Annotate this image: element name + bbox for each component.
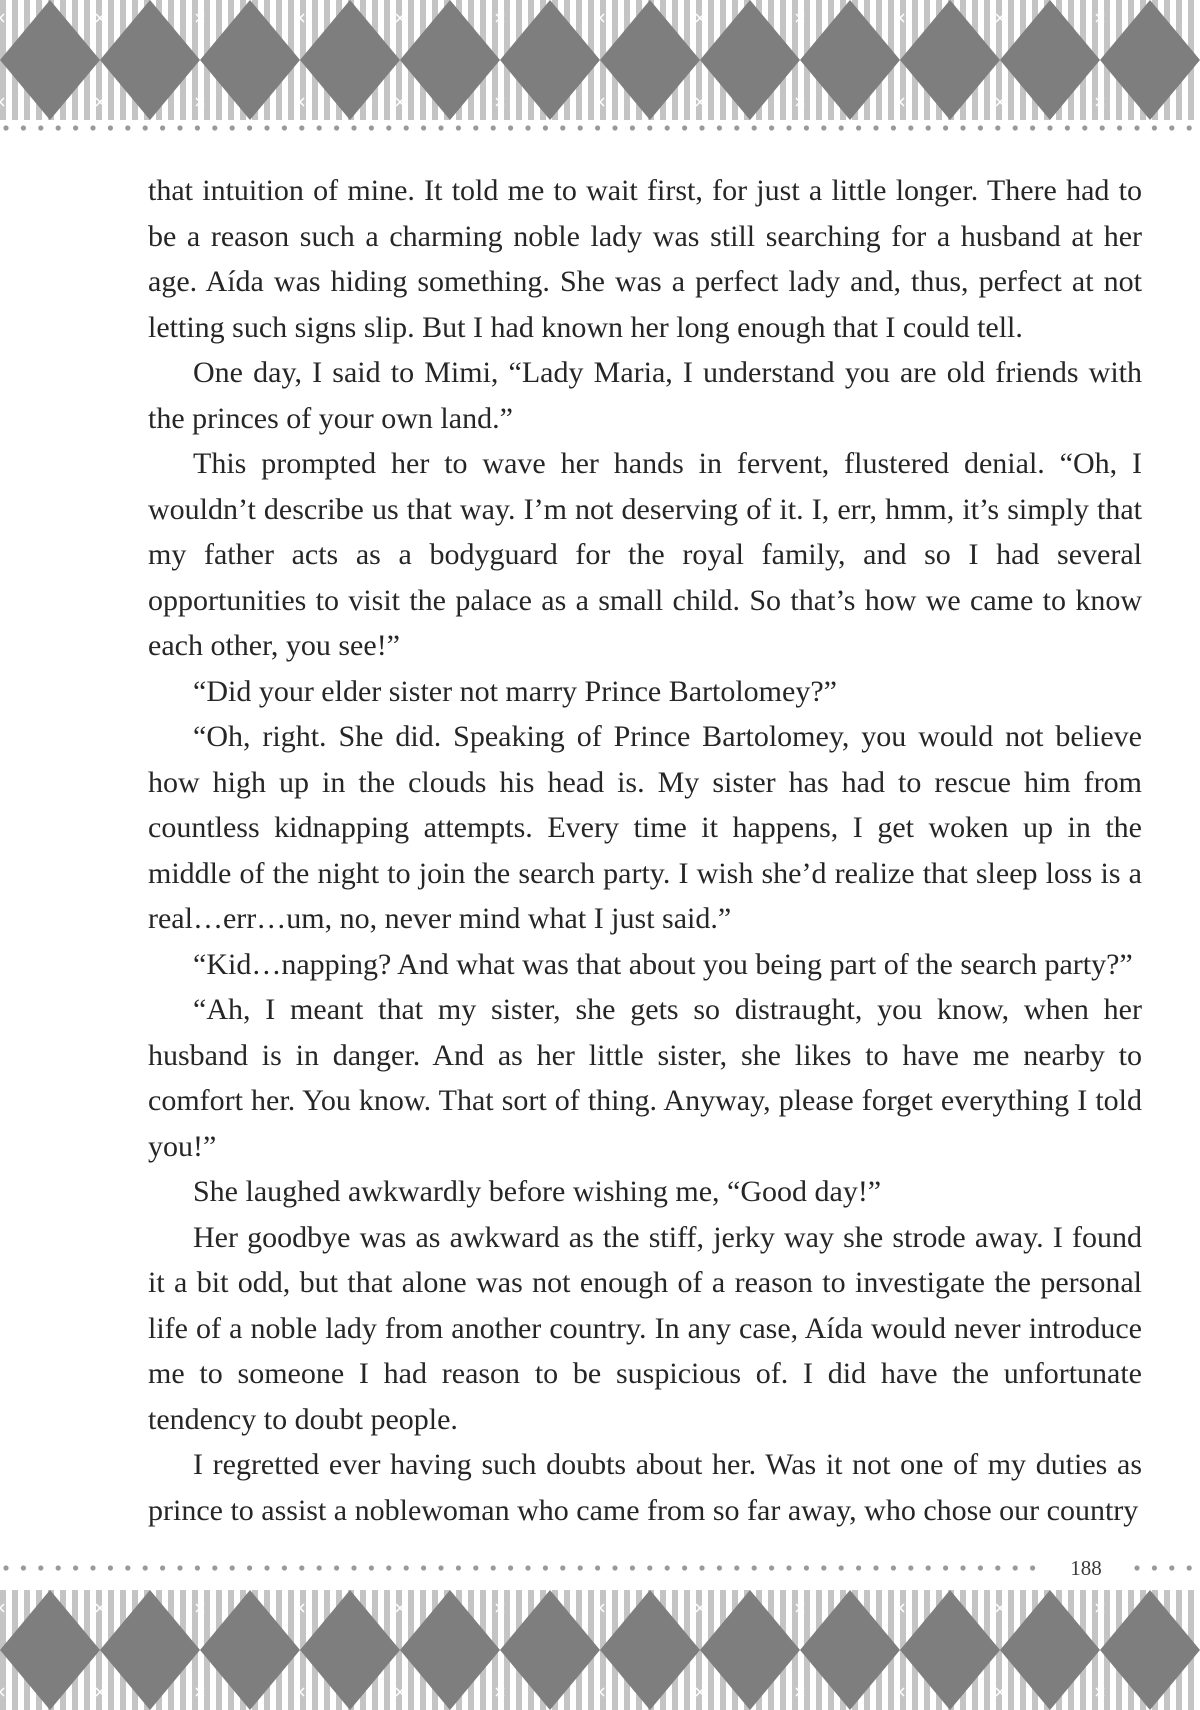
rule-dot (125, 1565, 130, 1570)
rule-dot (1152, 1565, 1157, 1570)
rule-dot (1134, 125, 1139, 130)
paragraph: I regretted ever having such doubts about her. Was it not one of my duties as prince to assist a noblewoman who came from so far away, who chose our country (148, 1448, 1142, 1527)
paragraph: “Ah, I meant that my sister, she gets so distraught, you know, when her husband is in danger. And as her little sister, she likes to have me nearby to comfort her. You know. That sort of thing. Anyway, please forget everything I told you!” (148, 993, 1142, 1163)
rule-dot (908, 1565, 913, 1570)
rule-dot (699, 1565, 704, 1570)
rule-dot (230, 1565, 235, 1570)
rule-dot (473, 125, 478, 130)
rule-dot (891, 1565, 896, 1570)
rule-dot (369, 125, 374, 130)
rule-dot (926, 125, 931, 130)
rule-dot (804, 125, 809, 130)
rule-dot (1030, 1565, 1035, 1570)
rule-dot (386, 1565, 391, 1570)
page-body-text (148, 168, 1142, 1533)
rule-dot (647, 125, 652, 130)
rule-dot (160, 125, 165, 130)
rule-dot (38, 125, 43, 130)
rule-dot (560, 1565, 565, 1570)
rule-dot (630, 1565, 635, 1570)
rule-dot (873, 1565, 878, 1570)
rule-dot (438, 125, 443, 130)
rule-dot (891, 125, 896, 130)
rule-dot (1100, 125, 1105, 130)
rule-dot (595, 125, 600, 130)
rule-dot (108, 125, 113, 130)
rule-dot (143, 1565, 148, 1570)
rule-dot (177, 125, 182, 130)
page-number: 188 (1040, 1554, 1132, 1582)
top-argyle-border (0, 0, 1200, 120)
rule-dot (508, 1565, 513, 1570)
rule-dot (317, 1565, 322, 1570)
rule-dot (995, 1565, 1000, 1570)
rule-dot (995, 125, 1000, 130)
rule-dot (630, 125, 635, 130)
rule-dot (1169, 125, 1174, 130)
rule-dot (247, 1565, 252, 1570)
rule-dot (734, 1565, 739, 1570)
rule-dot (1013, 125, 1018, 130)
rule-dot (212, 1565, 217, 1570)
rule-dot (873, 125, 878, 130)
rule-dot (177, 1565, 182, 1570)
rule-dot (386, 125, 391, 130)
rule-dot (212, 125, 217, 130)
rule-dot (351, 125, 356, 130)
rule-dot (456, 1565, 461, 1570)
rule-dot (1187, 125, 1192, 130)
rule-dot (1169, 1565, 1174, 1570)
rule-dot (821, 125, 826, 130)
rule-dot (943, 1565, 948, 1570)
rule-dot (717, 125, 722, 130)
rule-dot (543, 125, 548, 130)
rule-dot (473, 1565, 478, 1570)
bottom-argyle-border (0, 1590, 1200, 1710)
rule-dot (1187, 1565, 1192, 1570)
rule-dot (699, 125, 704, 130)
rule-dot (108, 1565, 113, 1570)
rule-dot (595, 1565, 600, 1570)
rule-dot (960, 125, 965, 130)
rule-dot (282, 125, 287, 130)
rule-dot (334, 1565, 339, 1570)
rule-dot (230, 125, 235, 130)
rule-dot (1117, 125, 1122, 130)
rule-dot (299, 125, 304, 130)
rule-dot (21, 125, 26, 130)
rule-dot (578, 125, 583, 130)
rule-dot (978, 1565, 983, 1570)
rule-dot (717, 1565, 722, 1570)
rule-dot (21, 1565, 26, 1570)
rule-dot (3, 1565, 8, 1570)
paragraph: “Oh, right. She did. Speaking of Prince Bartolomey, you would not believe how high up in the clouds his head is. My sister has had to rescue him from countless kidnapping attempts. Every time it happens, I get woken up in the middle of the night to join the search party. I wish she’d realize that sleep loss is a real…err…um, no, never mind what I just said.” (148, 720, 1142, 935)
rule-dot (491, 1565, 496, 1570)
rule-dot (317, 125, 322, 130)
rule-dot (56, 1565, 61, 1570)
rule-dot (525, 1565, 530, 1570)
rule-dot (856, 125, 861, 130)
rule-dot (682, 1565, 687, 1570)
rule-dot (856, 1565, 861, 1570)
rule-dot (908, 125, 913, 130)
rule-dot (421, 125, 426, 130)
rule-dot (195, 125, 200, 130)
rule-dot (612, 1565, 617, 1570)
paragraph: that intuition of mine. It told me to wait first, for just a little longer. There had to be a reason such a charming noble lady was still searching for a husband at her age. Aída was hiding something. She was a perfect lady and, thus, perfect at not letting such signs slip. But I had known her long enough that I could tell. (148, 174, 1142, 344)
rule-dot (491, 125, 496, 130)
rule-dot (508, 125, 513, 130)
rule-dot (960, 1565, 965, 1570)
rule-dot (247, 125, 252, 130)
rule-dot (438, 1565, 443, 1570)
rule-dot (978, 125, 983, 130)
rule-dot (752, 1565, 757, 1570)
rule-dot (821, 1565, 826, 1570)
rule-dot (369, 1565, 374, 1570)
rule-dot (282, 1565, 287, 1570)
rule-dot (786, 125, 791, 130)
rule-dot (143, 125, 148, 130)
rule-dot (38, 1565, 43, 1570)
rule-dot (578, 1565, 583, 1570)
rule-dot (839, 125, 844, 130)
rule-dot (734, 125, 739, 130)
rule-dot (525, 125, 530, 130)
rule-dot (73, 1565, 78, 1570)
bottom-dotted-rule (0, 1561, 1200, 1575)
rule-dot (160, 1565, 165, 1570)
rule-dot (125, 125, 130, 130)
rule-dot (1030, 125, 1035, 130)
rule-dot (90, 1565, 95, 1570)
rule-dot (456, 125, 461, 130)
rule-dot (73, 125, 78, 130)
rule-dot (769, 1565, 774, 1570)
rule-dot (682, 125, 687, 130)
rule-dot (1013, 1565, 1018, 1570)
rule-dot (926, 1565, 931, 1570)
paragraph: Her goodbye was as awkward as the stiff, jerky way she strode away. I found it a bit odd, but that alone was not enough of a reason to investigate the personal life of a noble lady from another country. In any case, Aída would never introduce me to someone I had reason to be suspicious of. I did have the unfortunate tendency to doubt people. (148, 1220, 1142, 1436)
rule-dot (334, 125, 339, 130)
rule-dot (404, 125, 409, 130)
rule-dot (56, 125, 61, 130)
rule-dot (647, 1565, 652, 1570)
rule-dot (665, 1565, 670, 1570)
top-dotted-rule (0, 121, 1200, 135)
rule-dot (665, 125, 670, 130)
rule-dot (1065, 125, 1070, 130)
rule-dot (786, 1565, 791, 1570)
rule-dot (612, 125, 617, 130)
rule-dot (421, 1565, 426, 1570)
rule-dot (560, 125, 565, 130)
paragraph: This prompted her to wave her hands in fervent, flustered denial. “Oh, I wouldn’t describe us that way. I’m not deserving of it. I, err, hmm, it’s simply that my father acts as a bodyguard for the royal family, and so I had several opportunities to visit the palace as a small child. So that’s how we came to know each other, you see!” (148, 447, 1142, 662)
paragraph: She laughed awkwardly before wishing me, “Good day!” (193, 1175, 882, 1208)
rule-dot (1152, 125, 1157, 130)
rule-dot (943, 125, 948, 130)
rule-dot (769, 125, 774, 130)
rule-dot (90, 125, 95, 130)
rule-dot (264, 125, 269, 130)
rule-dot (404, 1565, 409, 1570)
paragraph: “Did your elder sister not marry Prince Bartolomey?” (193, 674, 837, 708)
rule-dot (351, 1565, 356, 1570)
rule-dot (804, 1565, 809, 1570)
rule-dot (839, 1565, 844, 1570)
rule-dot (3, 125, 8, 130)
rule-dot (752, 125, 757, 130)
rule-dot (195, 1565, 200, 1570)
paragraph: One day, I said to Mimi, “Lady Maria, I understand you are old friends with the princes of your own land.” (148, 356, 1142, 435)
rule-dot (1134, 1565, 1139, 1570)
rule-dot (264, 1565, 269, 1570)
rule-dot (299, 1565, 304, 1570)
paragraph: “Kid…napping? And what was that about you being part of the search party?” (193, 947, 1133, 981)
rule-dot (543, 1565, 548, 1570)
rule-dot (1082, 125, 1087, 130)
rule-dot (1047, 125, 1052, 130)
